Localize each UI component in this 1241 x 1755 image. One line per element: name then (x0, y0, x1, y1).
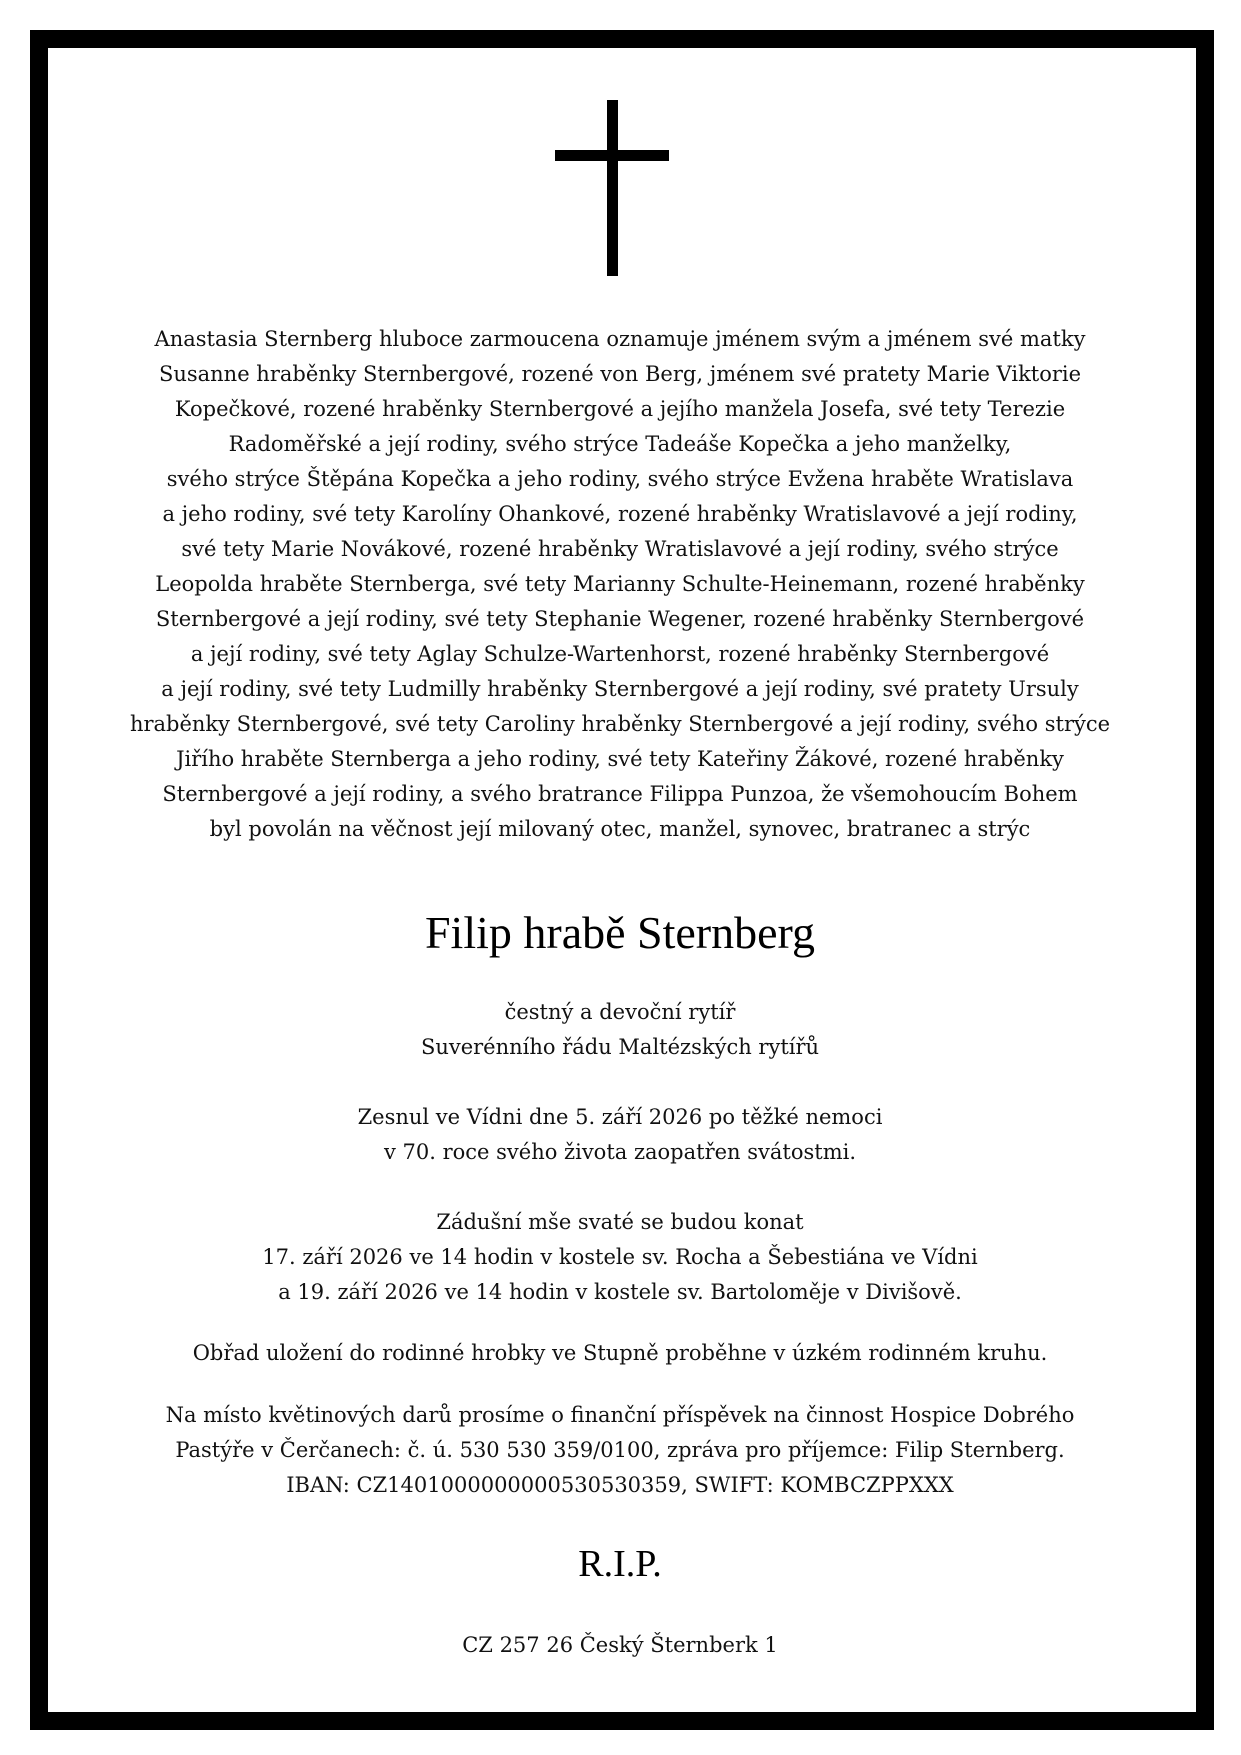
announcement-line: Radoměřské a její rodiny, svého strýce Tadeáše Kopečka a jeho manželky, (228, 432, 1012, 456)
donation-line: IBAN: CZ1401000000000530530359, SWIFT: KOMBCZPPXXX (286, 1473, 954, 1497)
mass-line: a 19. září 2026 ve 14 hodin v kostele sv. Bartoloměje v Divišově. (278, 1280, 962, 1304)
cross-icon (555, 100, 669, 276)
mass-line: 17. září 2026 ve 14 hodin v kostele sv. Rocha a Šebestiána ve Vídni (262, 1245, 978, 1269)
title-line: Suverénního řádu Maltézských rytířů (420, 1035, 820, 1059)
deceased-name: Filip hrabě Sternberg (424, 907, 816, 958)
address (70, 1628, 1170, 1663)
donation-request (70, 1398, 1170, 1503)
donation-line: Pastýře v Čerčanech: č. ú. 530 530 359/0100, zpráva pro příjemce: Filip Sternberg. (175, 1438, 1065, 1462)
title-line: čestný a devoční rytíř (504, 1000, 736, 1024)
announcement-line: a jeho rodiny, své tety Karolíny Ohankové, rozené hraběnky Wratislavové a její rodiny, (162, 502, 1078, 526)
death-line: Zesnul ve Vídni dne 5. září 2026 po těžké nemoci (357, 1105, 883, 1129)
announcement-line: své tety Marie Novákové, rozené hraběnky Wratislavové a její rodiny, svého strýce (181, 537, 1059, 561)
death-notice (70, 1100, 1170, 1170)
rip-text: R.I.P. (578, 1543, 662, 1585)
donation-line: Na místo květinových darů prosíme o finanční příspěvek na činnost Hospice Dobrého (165, 1403, 1075, 1427)
announcement-line: Anastasia Sternberg hluboce zarmoucena oznamuje jménem svým a jménem své matky (154, 327, 1086, 351)
announcement-line: svého strýce Štěpána Kopečka a jeho rodiny, svého strýce Evžena hraběte Wratislava (166, 467, 1074, 491)
honorary-titles (70, 995, 1170, 1065)
burial-notice (70, 1336, 1170, 1371)
announcement-line: Kopečkové, rozené hraběnky Sternbergové a jejího manžela Josefa, své tety Terezie (174, 397, 1066, 421)
announcement-line: byl povolán na věčnost její milovaný otec, manžel, synovec, bratranec a strýc (209, 817, 1031, 841)
announcement-text (70, 322, 1170, 847)
announcement-line: Jiřího hraběte Sternberga a jeho rodiny, své tety Kateřiny Žákové, rozené hraběnky (176, 747, 1064, 771)
announcement-line: Sternbergové a její rodiny, a svého bratrance Filippa Punzoa, že všemohoucím Bohem (162, 782, 1078, 806)
announcement-line: Leopolda hraběte Sternberga, své tety Marianny Schulte-Heinemann, rozené hraběnky (155, 572, 1085, 596)
mass-line: Zádušní mše svaté se budou konat (436, 1210, 804, 1234)
burial-line: Obřad uložení do rodinné hrobky ve Stupně proběhne v úzkém rodinném kruhu. (192, 1341, 1048, 1365)
announcement-line: hraběnky Sternbergové, své tety Caroliny hraběnky Sternbergové a její rodiny, svého strýce (129, 712, 1111, 736)
announcement-line: Susanne hraběnky Sternbergové, rozené von Berg, jménem své pratety Marie Viktorie (158, 362, 1082, 386)
announcement-line: a její rodiny, své tety Aglay Schulze-Wartenhorst, rozené hraběnky Sternbergové (190, 642, 1050, 666)
death-line: v 70. roce svého života zaopatřen svátostmi. (383, 1140, 857, 1164)
mass-schedule (70, 1205, 1170, 1310)
announcement-line: Sternbergové a její rodiny, své tety Stephanie Wegener, rozené hraběnky Sternbergové (155, 607, 1085, 631)
announcement-line: a její rodiny, své tety Ludmilly hraběnky Sternbergové a její rodiny, své pratety Ursuly (161, 677, 1079, 701)
address-line: CZ 257 26 Český Šternberk 1 (462, 1633, 778, 1657)
